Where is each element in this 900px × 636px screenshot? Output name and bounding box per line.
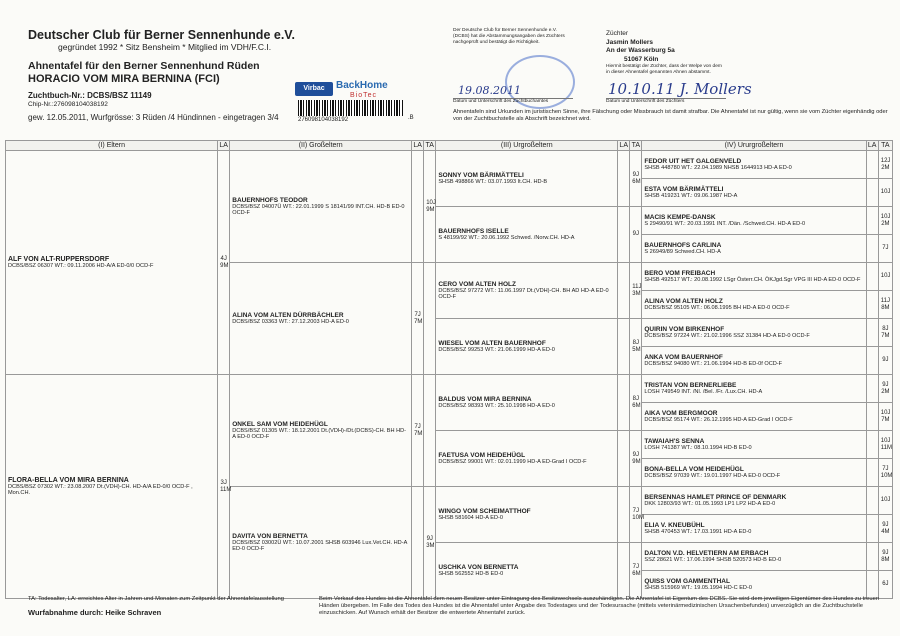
ancestor-details: DCBS/BSZ 97272 WT.: 11.06.1997 Dt.(VDH)-CH. BH AD HD-A ED-0 OCD-F	[438, 287, 609, 300]
ancestor-name: WINGO VOM SCHEIMATTHOF	[438, 507, 531, 515]
virbac-logo: Virbac	[295, 82, 333, 96]
age-ta: 12J 2M	[878, 151, 892, 179]
barcode-suffix: .B	[408, 115, 414, 121]
ancestor-details: DCBS/BSZ 07302 WT.: 23.08.2007 Dt.(VDH)-CH. HD-A/A ED-0/0 OCD-F , Mon.CH.	[8, 483, 193, 496]
breeder-signature-caption: Datum und Unterschrift des Züchters	[606, 98, 726, 105]
pedigree-cell-great-great-grandparent	[642, 291, 866, 319]
ancestor-name: WIESEL VOM ALTEN BAUERNHOF	[438, 339, 546, 347]
pedigree-cell-grandparent	[230, 263, 412, 375]
backhome-logo: BackHome	[336, 80, 388, 91]
ancestor-details: SHSB 515969 WT.: 19.05.1994 HD-C ED-0	[644, 584, 752, 591]
pedigree-cell-grandparent	[230, 487, 412, 599]
ancestor-details: DCBS/BSZ 99001 WT.: 02.01.1999 HD-A ED-Grad I OCD-F	[438, 458, 587, 465]
age-ta: 10J	[878, 179, 892, 207]
age-la	[866, 431, 878, 459]
ancestor-name: BALDUS VOM MIRA BERNINA	[438, 395, 532, 403]
ancestor-details: DCBS/BSZ 99253 WT.: 21.06.1999 HD-A ED-0	[438, 346, 555, 353]
ancestor-name: USCHKA VON BERNETTA	[438, 563, 519, 571]
ancestor-name: FLORA-BELLA VOM MIRA BERNINA	[8, 476, 129, 484]
age-ta: 9J 4M	[878, 515, 892, 543]
col-ta: TA	[425, 142, 434, 149]
ancestor-details: SHSB 419231 WT.: 09.06.1987 HD-A	[644, 192, 738, 199]
pedigree-cell-great-great-grandparent	[642, 515, 866, 543]
age-ta: 10J	[878, 263, 892, 291]
pedigree-cell-great-grandparent	[436, 319, 618, 375]
age-la	[618, 543, 630, 599]
pedigree-cell-grandparent	[230, 151, 412, 263]
age-la: 4J 9M	[218, 151, 230, 375]
pedigree-cell-great-great-grandparent	[642, 459, 866, 487]
registry-signature-caption: Datum und Unterschrift des Zuchtbuchamtes	[453, 98, 573, 105]
pedigree-cell-great-great-grandparent	[642, 431, 866, 459]
ancestor-name: BAUERNHOFS CARLINA	[644, 241, 722, 249]
footer-legend: TA: Todesalter, LA: erreichtes Alter in Jahren und Monaten zum Zeitpunkt der Ahnentafelausstellung	[28, 596, 284, 602]
ancestor-name: ONKEL SAM VOM HEIDEHÜGL	[232, 420, 328, 428]
ancestor-name: TAWAIAH'S SENNA	[644, 437, 705, 445]
dog-name: HORACIO VOM MIRA BERNINA (FCI)	[28, 73, 220, 85]
ancestor-name: AIKA VOM BERGMOOR	[644, 409, 718, 417]
breeder-signature: 10.10.11 J. Mollers	[608, 80, 752, 98]
age-ta: 9J 3M	[424, 487, 436, 599]
age-ta: 9J 8M	[878, 543, 892, 571]
age-la	[618, 487, 630, 543]
ancestor-details: SHSB 498866 WT.: 03.07.1993 It.CH. HD-B	[438, 178, 548, 185]
pedigree-header-row	[6, 141, 893, 151]
ancestor-name: ALINA VOM ALTEN DÜRRBÄCHLER	[232, 311, 344, 319]
col-la: LA	[219, 142, 228, 149]
age-ta	[424, 263, 436, 375]
ancestor-details: SHSB 470453 WT.: 17.03.1991 HD-A ED-0	[644, 528, 752, 535]
age-la	[412, 487, 424, 599]
age-la	[866, 515, 878, 543]
col-grandparents: (II) Großeltern	[230, 141, 412, 151]
ancestor-details: DCBS/BSZ 97039 WT.: 19.01.1997 HD-A ED-0 OCD-F	[644, 472, 781, 479]
legal-notice-top: Ahnentafeln sind Urkunden im juristischen Sinne, ihre Fälschung oder Missbrauch ist damit strafbar. Die Ahnentafel ist nur gültig, wenn sie vom Züchter eigenhändig oder von der Zuchtbuchstelle als Abschrift bezeichnet wird.	[453, 109, 888, 122]
col-la: LA	[619, 142, 628, 149]
ancestor-name: FEDOR UIT HET GALGENVELD	[644, 157, 742, 165]
ancestor-details: SHSB 581604 HD-A ED-0	[438, 514, 503, 521]
age-ta: 9J 2M	[878, 375, 892, 403]
age-ta: 8J 6M	[630, 375, 642, 431]
age-la	[866, 151, 878, 179]
pedigree-cell-great-great-grandparent	[642, 403, 866, 431]
age-la	[866, 403, 878, 431]
ancestor-name: ESTA VOM BÄRIMÄTTELI	[644, 185, 724, 193]
age-ta: 11J 3M	[630, 263, 642, 319]
age-ta: 9J	[878, 347, 892, 375]
age-ta: 9J	[630, 207, 642, 263]
ancestor-details: DCBS/BSZ 04007Ü WT.: 22.01.1999 S 18141/99 INT.CH. HD-B ED-0 OCD-F	[232, 203, 405, 216]
ancestor-details: SHSB 448780 WT.: 22.04.1989 NHSB 1644913 HD-A ED-0	[644, 164, 792, 171]
age-ta: 8J 5M	[630, 319, 642, 375]
stud-book-number: Zuchtbuch-Nr.: DCBS/BSZ 11149	[28, 91, 152, 100]
ancestor-name: FAETUSA VOM HEIDEHÜGL	[438, 451, 526, 459]
ancestor-name: BERSENNAS HAMLET PRINCE OF DENMARK	[644, 493, 787, 501]
age-la	[866, 347, 878, 375]
pedigree-row	[6, 151, 893, 179]
ancestor-details: LOSH 741387 WT.: 08.10.1994 HD-B ED-0	[644, 444, 752, 451]
birth-info: gew. 12.05.2011, Wurfgrösse: 3 Rüden /4 Hündinnen - eingetragen 3/4	[28, 113, 279, 122]
ancestor-details: DCBS/BSZ 98393 WT.: 25.10.1998 HD-A ED-0	[438, 402, 555, 409]
pedigree-cell-great-grandparent	[436, 487, 618, 543]
pedigree-cell-great-great-grandparent	[642, 375, 866, 403]
ancestor-details: SHSB 492517 WT.: 20.08.1992 LSgr Österr.CH. ÖKJgd.Sgr VPG III HD-A ED-0 OCD-F	[644, 276, 861, 283]
club-verification-note	[453, 28, 603, 46]
pedigree-cell-great-grandparent	[436, 375, 618, 431]
age-la: 7J 7M	[412, 263, 424, 375]
age-ta: 10J 9M	[424, 151, 436, 263]
age-ta: 8J 7M	[878, 319, 892, 347]
ancestor-name: DAVITA VON BERNETTA	[232, 532, 308, 540]
breeder-street: An der Wasserburg 5a	[606, 47, 675, 54]
age-la	[866, 235, 878, 263]
pedigree-cell-great-great-grandparent	[642, 179, 866, 207]
age-la	[866, 263, 878, 291]
col-ta: TA	[631, 142, 641, 149]
ancestor-name: SONNY VOM BÄRIMÄTTELI	[438, 171, 524, 179]
age-ta: 9J 6M	[630, 151, 642, 207]
pedigree-table	[5, 140, 893, 599]
age-la: 3J 11M	[218, 375, 230, 599]
age-la	[618, 207, 630, 263]
ancestor-name: TRISTAN VON BERNERLIEBE	[644, 381, 737, 389]
age-ta: 7J	[878, 235, 892, 263]
col-parents: (I) Eltern	[6, 141, 218, 151]
footer-legal: Beim Verkauf des Hundes ist die Ahnentafel dem neuen Besitzer unter Eintragung des Besitzwechsels auszuhändigen. Die Ahnentafel ist Eigentum des DCBS. Sie wird dem jeweiligen Eigentümer des Hundes zu treuen Händen übergeben. Im Falle des Todes des Hundes ist die Ahnentafel unter Angabe des Todestages und der Todesursache (mittels veterinärmedizinischen Ursachenbefundes) unverzüglich an die Zuchtbuchstelle einzuschicken. Auf Wunsch erhält der Besitzer die entwertete Ahnentafel zurück.	[319, 596, 880, 616]
age-la	[866, 207, 878, 235]
ancestor-details: S 48199/92 WT.: 20.06.1992 Schwed. /Norw.CH. HD-A	[438, 234, 575, 241]
pedigree-cell-great-grandparent	[436, 207, 618, 263]
certificate-title: Ahnentafel für den Berner Sennenhund Rüden	[28, 60, 260, 72]
ancestor-details: DCBS/BSZ 97224 WT.: 21.02.1996 SSZ 31384 HD-A ED-0 OCD-F	[644, 332, 810, 339]
club-name: Deutscher Club für Berner Sennenhunde e.V.	[28, 28, 295, 42]
age-la	[618, 319, 630, 375]
ancestor-details: DCBS/BSZ 03002Ü WT.: 10.07.2001 SHSB 603946 Lux.Vet.CH. HD-A ED-0 OCD-F	[232, 539, 407, 552]
barcode	[298, 100, 403, 116]
age-la	[866, 487, 878, 515]
breeder-label: Züchter	[606, 30, 629, 37]
age-ta: 10J 2M	[878, 207, 892, 235]
age-la	[866, 319, 878, 347]
biotec-logo: BioTec	[350, 92, 378, 99]
ancestor-name: CERO VOM ALTEN HOLZ	[438, 280, 516, 288]
col-la: LA	[413, 142, 422, 149]
age-ta: 11J 8M	[878, 291, 892, 319]
ancestor-name: QUIRIN VOM BIRKENHOF	[644, 325, 725, 333]
ancestor-details: DCBS/BSZ 95174 WT.: 26.12.1995 HD-A ED-Grad I OCD-F	[644, 416, 793, 423]
age-ta	[424, 375, 436, 487]
age-la	[618, 263, 630, 319]
breeder-name: Jasmin Mollers	[606, 38, 653, 46]
ancestor-details: LOSH 749549 INT. /Nl. /Bel. /Fr. /Lux.CH. HD-A	[644, 388, 763, 395]
age-ta: 10J	[878, 487, 892, 515]
ancestor-details: S 26949/89 Schwed.CH. HD-A	[644, 248, 721, 255]
club-founded: gegründet 1992 * Sitz Bensheim * Mitglied im VDH/F.C.I.	[58, 42, 272, 52]
age-ta: 7J 6M	[630, 543, 642, 599]
ancestor-details: S 29490/91 WT.: 20.03.1991 INT. /Dän. /Schwed.CH. HD-A ED-0	[644, 220, 806, 227]
pedigree-cell-great-great-grandparent	[642, 151, 866, 179]
pedigree-cell-great-grandparent	[436, 151, 618, 207]
pedigree-cell-parent	[6, 375, 218, 599]
pedigree-cell-great-grandparent	[436, 431, 618, 487]
ancestor-name: ALF VON ALT-RUPPERSDORF	[8, 255, 110, 263]
pedigree-cell-great-great-grandparent	[642, 235, 866, 263]
club-note-line: Der Deutsche Club für Berner Sennenhunde e.V.	[453, 28, 557, 33]
ancestor-details: SHSB 562552 HD-B ED-0	[438, 570, 504, 577]
age-la	[412, 151, 424, 263]
ancestor-details: DCBS/BSZ 95105 WT.: 06.08.1995 BH HD-A ED-0 OCD-F	[644, 304, 790, 311]
age-la	[866, 179, 878, 207]
age-la	[618, 151, 630, 207]
ancestor-details: DCBS/BSZ 03363 WT.: 27.12.2003 HD-A ED-0	[232, 318, 349, 325]
pedigree-cell-great-great-grandparent	[642, 571, 866, 599]
ancestor-name: ALINA VOM ALTEN HOLZ	[644, 297, 723, 305]
age-ta: 6J	[878, 571, 892, 599]
col-ta: TA	[878, 141, 892, 151]
ancestor-details: DCBS/BSZ 01305 WT.: 18.12.2001 Dt.(VDH)-/Dt.(DCBS)-CH. BH HD-A ED-0 OCD-F	[232, 427, 407, 440]
col-la: LA	[867, 142, 877, 149]
breeder-city: 51067 Köln	[624, 55, 659, 63]
registry-signature: 19.08.2011	[458, 84, 521, 97]
ancestor-name: BAUERNHOFS TEODOR	[232, 196, 308, 204]
ancestor-name: QUISS VOM GAMMENTHAL	[644, 577, 730, 585]
breeder-block	[606, 30, 722, 76]
age-la	[866, 459, 878, 487]
pedigree-row	[6, 375, 893, 403]
ancestor-details: DCBS/BSZ 94080 WT.: 21.06.1994 HD-B ED-0f OCD-F	[644, 360, 783, 367]
ancestor-name: ELIA V. KNEUBÜHL	[644, 521, 705, 529]
age-la	[866, 375, 878, 403]
pedigree-cell-great-great-grandparent	[642, 487, 866, 515]
col-great-grandparents: (III) Urgroßeltern	[436, 141, 618, 151]
age-ta: 7J 10M	[878, 459, 892, 487]
ancestor-name: DALTON V.D. HELVETIERN AM ERBACH	[644, 549, 769, 557]
ancestor-name: BONA-BELLA VOM HEIDEHÜGL	[644, 465, 744, 473]
ancestor-details: DKK 12803/93 WT.: 01.05.1993 LP1 LP2 HD-A ED-0	[644, 500, 776, 507]
pedigree-cell-great-grandparent	[436, 263, 618, 319]
pedigree-cell-great-great-grandparent	[642, 543, 866, 571]
pedigree-cell-great-great-grandparent	[642, 319, 866, 347]
litter-check: Wurfabnahme durch: Heike Schraven	[28, 608, 162, 617]
club-note-line: nachgeprüft und bestätigt die Richtigkeit.	[453, 40, 540, 45]
ancestor-name: BAUERNHOFS ISELLE	[438, 227, 509, 235]
ancestor-details: DCBS/BSZ 06307 WT.: 09.11.2006 HD-A/A ED-0/0 OCD-F	[8, 262, 154, 269]
ancestor-name: MACIS KEMPE-DANSK	[644, 213, 716, 221]
ancestor-name: ANKA VOM BAUERNHOF	[644, 353, 723, 361]
breeder-note: in dieser Ahnentafel genannten Ahnen abstammt.	[606, 70, 711, 75]
ancestor-details: SSZ 28621 WT.: 17.06.1994 SHSB 520573 HD-B ED-0	[644, 556, 782, 563]
age-la	[866, 291, 878, 319]
pedigree-cell-grandparent	[230, 375, 412, 487]
col-great-great-grandparents: (IV) Ururgroßeltern	[642, 141, 866, 151]
chip-number: Chip-Nr.:276098104038192	[28, 101, 108, 108]
ancestor-name: BERO VOM FREIBACH	[644, 269, 716, 277]
club-note-line: (DCBS) hat die Abstammungsangaben des Züchters	[453, 34, 565, 39]
barcode-number: 276098104038192	[298, 117, 349, 123]
age-ta: 7J 10M	[630, 487, 642, 543]
age-la	[866, 571, 878, 599]
age-la: 7J 7M	[412, 375, 424, 487]
pedigree-cell-great-great-grandparent	[642, 207, 866, 235]
age-ta: 10J 7M	[878, 403, 892, 431]
pedigree-cell-parent	[6, 151, 218, 375]
pedigree-cell-great-great-grandparent	[642, 263, 866, 291]
age-ta: 10J 11M	[878, 431, 892, 459]
age-la	[618, 431, 630, 487]
age-la	[618, 375, 630, 431]
pedigree-cell-great-great-grandparent	[642, 347, 866, 375]
breeder-note: Hiermit bestätigt der Züchter, dass der Welpe von dem	[606, 64, 722, 69]
age-ta: 9J 9M	[630, 431, 642, 487]
pedigree-cell-great-grandparent	[436, 543, 618, 599]
age-la	[866, 543, 878, 571]
